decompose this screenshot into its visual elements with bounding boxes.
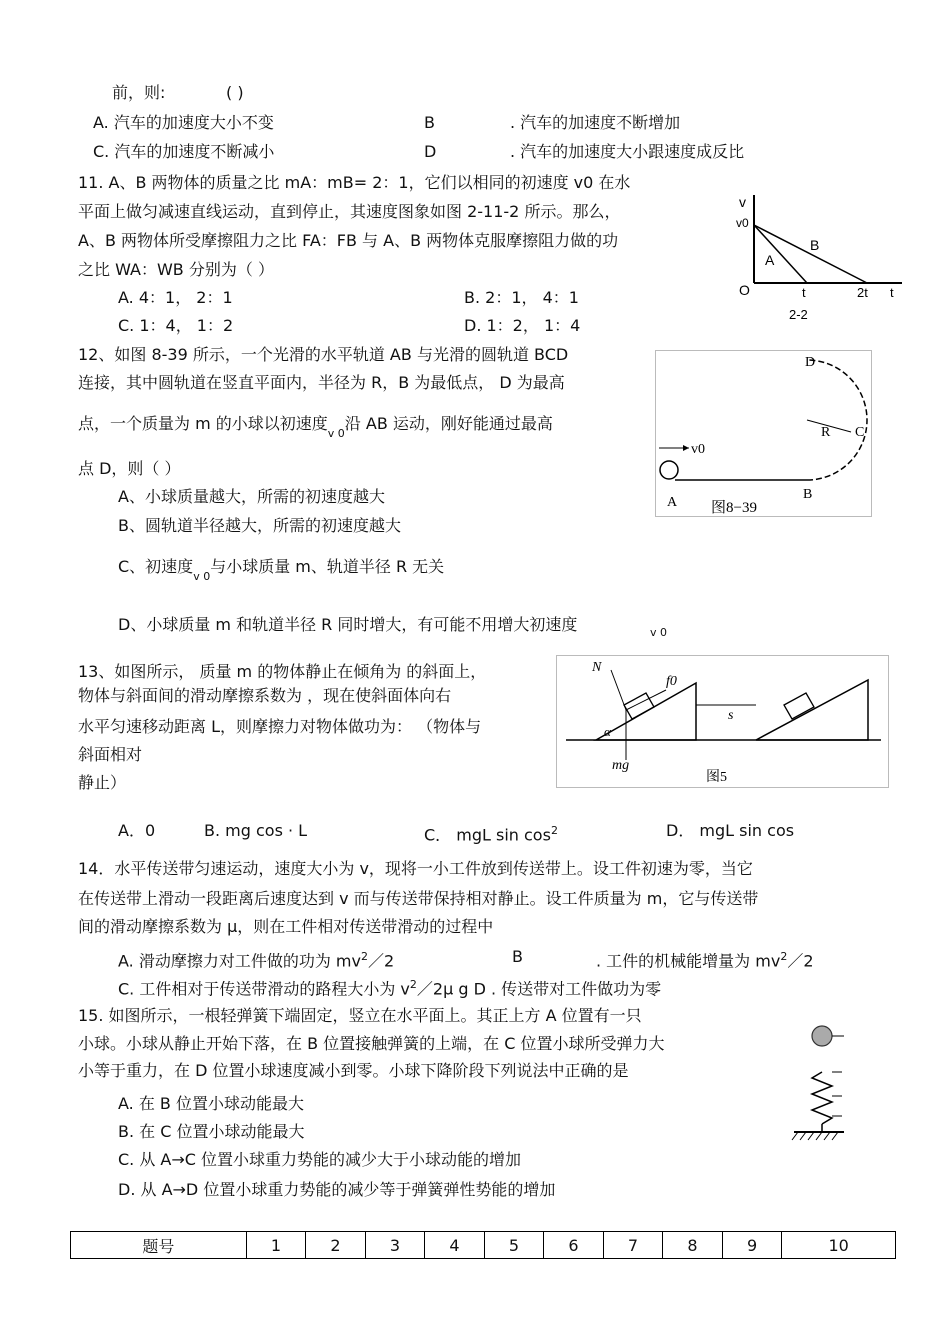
q11-option-c: C. 1：4， 1：2 xyxy=(118,316,234,335)
q11-option-b: B. 2：1， 4：1 xyxy=(464,288,579,307)
answer-cell-1: 1 xyxy=(246,1232,306,1259)
q12-line3-v0: v 0 xyxy=(327,427,345,440)
spring-icon xyxy=(812,1072,832,1124)
q13-line5: 静止） xyxy=(78,773,127,792)
q14-line1: 14．水平传送带匀速运动，速度大小为 v，现将一小工件放到传送带上。设工件初速为零，当它 xyxy=(78,859,753,878)
velocity-arrowhead xyxy=(683,445,689,451)
normal-force-arrow xyxy=(611,670,626,710)
q13-option-b: B. mg cos · L xyxy=(204,821,308,840)
q14-option-b-tail: ／2 xyxy=(787,951,814,971)
line-a-label: A xyxy=(765,252,775,268)
ball-icon xyxy=(812,1026,832,1046)
v-axis-label: v xyxy=(739,195,746,210)
q15-line3: 小等于重力，在 D 位置小球速度减小到零。小球下降阶段下列说法中正确的是 xyxy=(78,1061,629,1080)
q15-option-a: A. 在 B 位置小球动能最大 xyxy=(118,1094,304,1113)
q14-option-c-tail: ／2μ g D . 传送带对工件做功为零 xyxy=(416,979,662,999)
q10-option-b-letter: B xyxy=(424,113,435,132)
q11-line2: 平面上做匀减速直线运动，直到停止，其速度图象如图 2-11-2 所示。那么， xyxy=(78,202,621,221)
q12-option-c xyxy=(118,557,445,583)
point-d-label: D xyxy=(805,355,816,370)
q14-option-a-tail: ／2 xyxy=(367,951,395,971)
q12-line3-tail: 沿 AB 运动，刚好能通过最高 xyxy=(344,414,553,433)
answer-cell-4: 4 xyxy=(425,1232,485,1259)
f0-label: f0 xyxy=(666,674,677,689)
t2-label: 2t xyxy=(857,285,868,300)
q14-option-c-text: C. 工件相对于传送带滑动的路程大小为 v xyxy=(118,979,410,999)
origin-label: O xyxy=(739,282,750,298)
q10-stem: 前，则: xyxy=(112,83,166,102)
q13-option-c xyxy=(424,821,558,845)
alpha-label: α xyxy=(604,724,611,739)
n-label: N xyxy=(592,660,602,675)
q12-option-d-v0: v 0 xyxy=(650,626,668,639)
q14-line2: 在传送带上滑动一段距离后速度达到 v 而与传送带保持相对静止。设工件质量为 m，它与传送带 xyxy=(78,889,759,908)
ball xyxy=(660,461,678,479)
q10-option-a: A. 汽车的加速度大小不变 xyxy=(93,113,274,132)
q14-option-a-square: 2 xyxy=(360,950,368,963)
q13-line2: 物体与斜面间的滑动摩擦系数为 ，现在使斜面体向右 xyxy=(78,686,452,705)
q10-paren: ( ) xyxy=(226,83,244,102)
point-a-label: A xyxy=(667,495,678,510)
q12-line3 xyxy=(78,414,553,440)
spring-figure xyxy=(788,1020,848,1150)
q10-option-b: . 汽车的加速度不断增加 xyxy=(510,113,681,132)
answer-cell-8: 8 xyxy=(663,1232,723,1259)
q14-line3: 间的滑动摩擦系数为 μ，则在工件相对传送带滑动的过程中 xyxy=(78,917,494,936)
figure-caption: 图5 xyxy=(706,770,727,785)
q12-line2: 连接，其中圆轨道在竖直平面内，半径为 R，B 为最低点， D 为最高 xyxy=(78,373,565,392)
answer-cell-7: 7 xyxy=(603,1232,663,1259)
point-b-label: B xyxy=(803,487,813,502)
q13-option-c-square: 2 xyxy=(550,824,558,837)
t-axis-label: t xyxy=(890,285,894,300)
q13-option-c-text: C． mgL sin cos xyxy=(424,825,551,845)
answer-table-row xyxy=(71,1232,896,1259)
figure-frame xyxy=(557,656,889,788)
q15-option-d: D. 从 A→D 位置小球重力势能的减少等于弹簧弹性势能的增加 xyxy=(118,1180,556,1199)
incline-figure xyxy=(556,655,890,789)
q12-option-c-tail: 与小球质量 m、轨道半径 R 无关 xyxy=(210,557,445,576)
q12-option-c-v0: v 0 xyxy=(193,570,211,583)
v0-label: v0 xyxy=(736,216,749,230)
block-start xyxy=(624,693,654,719)
v0-label: v0 xyxy=(691,442,705,457)
q12-line3-text: 点，一个质量为 m 的小球以初速度 xyxy=(78,414,328,433)
q14-option-b-letter: B xyxy=(512,947,523,966)
q12-line4: 点 D，则（ ） xyxy=(78,459,181,478)
point-c-label: C xyxy=(855,425,865,440)
q11-line4: 之比 WA：WB 分别为（ ） xyxy=(78,260,274,279)
q15-line2: 小球。小球从静止开始下落，在 B 位置接触弹簧的上端，在 C 位置小球所受弹力大 xyxy=(78,1034,665,1053)
t1-label: t xyxy=(802,285,806,300)
figure-caption: 图8−39 xyxy=(711,500,757,516)
q12-line1: 12、如图 8-39 所示，一个光滑的水平轨道 AB 与光滑的圆轨道 BCD xyxy=(78,345,569,364)
q13-option-d: D． mgL sin cos xyxy=(666,821,795,840)
q14-option-c xyxy=(118,975,661,999)
q10-option-d-letter: D xyxy=(424,142,437,161)
circular-track-figure xyxy=(655,350,873,518)
q12-option-d: D、小球质量 m 和轨道半径 R 同时增大，有可能不用增大初速度 xyxy=(118,615,578,634)
s-label: s xyxy=(728,708,734,723)
q15-line1: 15. 如图所示，一根轻弹簧下端固定，竖立在水平面上。其正上方 A 位置有一只 xyxy=(78,1006,642,1025)
q14-option-c-square: 2 xyxy=(409,978,417,991)
q10-option-d: . 汽车的加速度大小跟速度成反比 xyxy=(510,142,745,161)
answer-cell-10: 10 xyxy=(782,1232,896,1259)
answer-table xyxy=(70,1231,896,1259)
answer-cell-9: 9 xyxy=(722,1232,782,1259)
q12-option-b: B、圆轨道半径越大，所需的初速度越大 xyxy=(118,516,401,535)
incline-end xyxy=(756,680,868,740)
ground-hatch xyxy=(792,1132,838,1140)
mg-label: mg xyxy=(612,758,630,773)
answer-cell-3: 3 xyxy=(365,1232,425,1259)
answer-cell-5: 5 xyxy=(484,1232,544,1259)
figure-frame xyxy=(656,351,872,517)
q10-option-c: C. 汽车的加速度不断减小 xyxy=(93,142,275,161)
graph-caption: 2-2 xyxy=(789,307,808,322)
velocity-time-graph xyxy=(732,195,907,330)
block-end xyxy=(784,693,814,719)
circular-track xyxy=(807,360,867,480)
line-a xyxy=(754,225,807,283)
q15-option-b: B. 在 C 位置小球动能最大 xyxy=(118,1122,305,1141)
answer-cell-6: 6 xyxy=(544,1232,604,1259)
q13-line1: 13、如图所示， 质量 m 的物体静止在倾角为 的斜面上， xyxy=(78,662,487,681)
q13-option-a: A．0 xyxy=(118,821,156,840)
q13-line4: 斜面相对 xyxy=(78,745,143,764)
q14-option-a-text: A. 滑动摩擦力对工件做的功为 mv xyxy=(118,951,361,971)
q11-option-d: D. 1：2， 1：4 xyxy=(464,316,581,335)
q12-option-a: A、小球质量越大，所需的初速度越大 xyxy=(118,487,385,506)
q14-option-b-text: . 工件的机械能增量为 mv xyxy=(596,951,781,971)
answer-table-header: 题号 xyxy=(71,1232,247,1259)
q14-option-b-square: 2 xyxy=(780,950,788,963)
q11-line3: A、B 两物体所受摩擦阻力之比 FA：FB 与 A、B 两物体克服摩擦阻力做的功 xyxy=(78,231,619,250)
q14-option-a xyxy=(118,947,394,971)
line-b-label: B xyxy=(810,237,820,253)
q13-line3: 水平匀速移动距离 L，则摩擦力对物体做功为： （物体与 xyxy=(78,717,482,736)
q11-line1: 11. A、B 两物体的质量之比 mA：mB= 2：1，它们以相同的初速度 v0 在水 xyxy=(78,173,631,192)
q15-option-c: C. 从 A→C 位置小球重力势能的减少大于小球动能的增加 xyxy=(118,1150,522,1169)
answer-cell-2: 2 xyxy=(306,1232,366,1259)
q14-option-b xyxy=(596,947,814,971)
q11-option-a: A. 4：1， 2：1 xyxy=(118,288,233,307)
q12-option-c-text: C、初速度 xyxy=(118,557,194,576)
radius-label: R xyxy=(821,425,831,440)
